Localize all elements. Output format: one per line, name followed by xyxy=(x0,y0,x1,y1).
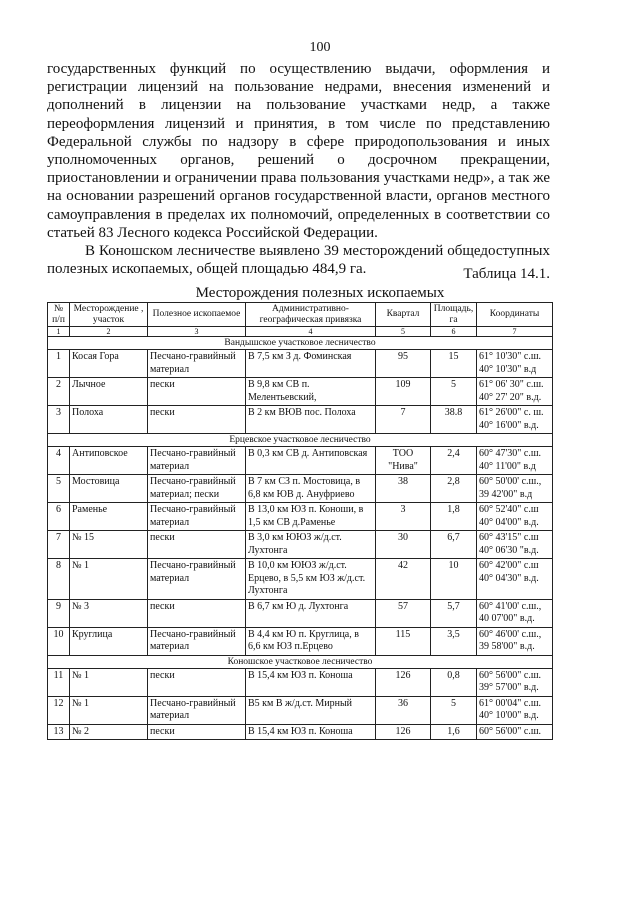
table-cell: 126 xyxy=(376,668,431,696)
table-cell: 95 xyxy=(376,350,431,378)
table-cell: 115 xyxy=(376,627,431,655)
table-cell: Антиповское xyxy=(70,447,148,475)
table-cell: 38 xyxy=(376,475,431,503)
table-cell: пески xyxy=(148,599,246,627)
section-row xyxy=(48,655,553,668)
header-cell: Полезное ископаемое xyxy=(148,303,246,327)
table-cell: 2,8 xyxy=(431,475,477,503)
table-cell: 13 xyxy=(48,724,70,740)
table-cell: 60° 56'00" с.ш. xyxy=(477,724,553,740)
table-cell: В 15,4 км ЮЗ п. Коноша xyxy=(246,724,376,740)
table-cell: Песчано-гравийный материал; пески xyxy=(148,475,246,503)
table-cell: В 9,8 км СВ п. Мелентьевский, xyxy=(246,378,376,406)
table-cell: 57 xyxy=(376,599,431,627)
column-number: 5 xyxy=(376,327,431,337)
table-title: Месторождения полезных ископаемых xyxy=(195,285,445,301)
table-row xyxy=(48,503,553,531)
table-row xyxy=(48,627,553,655)
table-cell: В 3,0 км ЮЮЗ ж/д.ст. Лухтонга xyxy=(246,531,376,559)
table-cell: 36 xyxy=(376,696,431,724)
table-cell: 60° 42'00" с.ш 40° 04'30" в.д. xyxy=(477,559,553,600)
table-cell: пески xyxy=(148,531,246,559)
table-row xyxy=(48,668,553,696)
table-cell: пески xyxy=(148,668,246,696)
column-number: 6 xyxy=(431,327,477,337)
table-cell: 5 xyxy=(431,696,477,724)
table-cell: Косая Гора xyxy=(70,350,148,378)
table-cell: В 13,0 км ЮЗ п. Коноши, в 1,5 км СВ д.Раменье xyxy=(246,503,376,531)
table-cell: 10 xyxy=(431,559,477,600)
table-cell: В 7,5 км З д. Фоминская xyxy=(246,350,376,378)
section-row xyxy=(48,337,553,350)
table-cell: 7 xyxy=(48,531,70,559)
table-label: Таблица 14.1. xyxy=(463,266,550,282)
table-cell: 9 xyxy=(48,599,70,627)
table-cell: 2 xyxy=(48,378,70,406)
table-cell: 1 xyxy=(48,350,70,378)
table-cell: 8 xyxy=(48,559,70,600)
table-cell: В 7 км СЗ п. Мостовица, в 6,8 км ЮВ д. Ануфриево xyxy=(246,475,376,503)
header-cell: Административно-географическая привязка xyxy=(246,303,376,327)
header-cell: Площадь, га xyxy=(431,303,477,327)
table-cell: 6 xyxy=(48,503,70,531)
table-header-row xyxy=(48,303,553,327)
table-cell: пески xyxy=(148,406,246,434)
table-cell: 60° 52'40" с.ш 40° 04'00" в.д. xyxy=(477,503,553,531)
table-row xyxy=(48,378,553,406)
section-row xyxy=(48,434,553,447)
paragraph: государственных функций по осуществлению выдачи, оформления и регистрации лицензий на пользование недрами, внесения изменений и дополнений в лицензии на пользование участками недр, а также переоформления лицензий и принятия, в том числе по представлению Федеральной службы по надзору в сфере природопользования и иных уполномоченных органов, решений о досрочном прекращении, приостановлении и ограничении права пользования участками недр», а так же на основании разрешений органов государственной власти, органов местного самоуправления в пределах их полномочий, определенных в соответствии со статьей 83 Лесного кодекса Российской Федерации. xyxy=(47,61,550,241)
table-cell: Песчано-гравийный материал xyxy=(148,559,246,600)
table-cell: 61° 26'00" с. ш. 40° 16'00" в.д. xyxy=(477,406,553,434)
table-row xyxy=(48,696,553,724)
table-cell: 2,4 xyxy=(431,447,477,475)
table-cell: 61° 06' 30" с.ш. 40° 27' 20" в.д. xyxy=(477,378,553,406)
table-cell: № 1 xyxy=(70,559,148,600)
table-cell: 4 xyxy=(48,447,70,475)
table-cell: 11 xyxy=(48,668,70,696)
table-row xyxy=(48,475,553,503)
section-title: Ерцевское участковое лесничество xyxy=(48,434,553,447)
table-cell: Песчано-гравийный материал xyxy=(148,696,246,724)
paragraph: В Коношском лесничестве выявлено 39 месторождений общедоступных полезных ископаемых, общей площадью 484,9 га. xyxy=(47,243,550,278)
table-cell: 60° 43'15" с.ш 40° 06'30 "в.д. xyxy=(477,531,553,559)
table-cell: В5 км В ж/д.ст. Мирный xyxy=(246,696,376,724)
table-cell: Полоха xyxy=(70,406,148,434)
table-cell: Лычное xyxy=(70,378,148,406)
table-cell: 10 xyxy=(48,627,70,655)
table-cell: 15 xyxy=(431,350,477,378)
table-cell: 61° 10'30" с.ш. 40° 10'30" в.д xyxy=(477,350,553,378)
table-row xyxy=(48,406,553,434)
table-cell: Круглица xyxy=(70,627,148,655)
table-cell: 1,8 xyxy=(431,503,477,531)
table-cell: № 1 xyxy=(70,668,148,696)
header-cell: Месторождение , участок xyxy=(70,303,148,327)
table-cell: 109 xyxy=(376,378,431,406)
table-cell: 60° 46'00' с.ш., 39 58'00" в.д. xyxy=(477,627,553,655)
table-cell: В 15,4 км ЮЗ п. Коноша xyxy=(246,668,376,696)
table-cell: пески xyxy=(148,724,246,740)
table-cell: 61° 00'04" с.ш. 40° 10'00" в.д. xyxy=(477,696,553,724)
table-cell: ТОО "Нива" xyxy=(376,447,431,475)
table-cell: Песчано-гравийный материал xyxy=(148,503,246,531)
table-cell: 38.8 xyxy=(431,406,477,434)
header-cell: Координаты xyxy=(477,303,553,327)
column-number: 2 xyxy=(70,327,148,337)
body-text xyxy=(47,60,550,278)
table-cell: В 0,3 км СВ д. Антиповская xyxy=(246,447,376,475)
table-cell: 60° 41'00' с.ш., 40 07'00" в.д. xyxy=(477,599,553,627)
header-cell: № п/п xyxy=(48,303,70,327)
table-row xyxy=(48,724,553,740)
table-cell: 3,5 xyxy=(431,627,477,655)
table-cell: В 10,0 км ЮЮЗ ж/д.ст. Ерцево, в 5,5 км ЮЗ ж/д.ст. Лухтонга xyxy=(246,559,376,600)
table-cell: 5 xyxy=(48,475,70,503)
section-title: Вандышское участковое лесничество xyxy=(48,337,553,350)
header-cell: Квартал xyxy=(376,303,431,327)
table-cell: пески xyxy=(148,378,246,406)
table-cell: № 15 xyxy=(70,531,148,559)
table-row xyxy=(48,599,553,627)
table-cell: 1,6 xyxy=(431,724,477,740)
table-cell: 126 xyxy=(376,724,431,740)
table-cell: Песчано-гравийный материал xyxy=(148,447,246,475)
column-number: 1 xyxy=(48,327,70,337)
table-cell: 60° 50'00' с.ш., 39 42'00" в.д xyxy=(477,475,553,503)
table-cell: № 1 xyxy=(70,696,148,724)
table-cell: 5,7 xyxy=(431,599,477,627)
table-cell: 60° 56'00" с.ш. 39° 57'00" в.д. xyxy=(477,668,553,696)
table-cell: В 6,7 км Ю д. Лухтонга xyxy=(246,599,376,627)
section-title: Коношское участковое лесничество xyxy=(48,655,553,668)
column-number: 7 xyxy=(477,327,553,337)
table-row xyxy=(48,447,553,475)
table-cell: В 2 км ВЮВ пос. Полоха xyxy=(246,406,376,434)
table-cell: 0,8 xyxy=(431,668,477,696)
table-cell: 12 xyxy=(48,696,70,724)
deposits-table xyxy=(47,302,553,740)
table-cell: Песчано-гравийный материал xyxy=(148,627,246,655)
table-cell: № 3 xyxy=(70,599,148,627)
table-cell: Раменье xyxy=(70,503,148,531)
table-cell: 60° 47'30" с.ш. 40° 11'00" в.д xyxy=(477,447,553,475)
table-body xyxy=(48,337,553,740)
table-cell: № 2 xyxy=(70,724,148,740)
column-number-row xyxy=(48,327,553,337)
table-cell: 7 xyxy=(376,406,431,434)
table-row xyxy=(48,350,553,378)
table-cell: 6,7 xyxy=(431,531,477,559)
table-cell: В 4,4 км Ю п. Круглица, в 6,6 км ЮЗ п.Ерцево xyxy=(246,627,376,655)
table-row xyxy=(48,559,553,600)
table-row xyxy=(48,531,553,559)
table-cell: 30 xyxy=(376,531,431,559)
table-cell: Песчано-гравийный материал xyxy=(148,350,246,378)
column-number: 4 xyxy=(246,327,376,337)
column-number: 3 xyxy=(148,327,246,337)
table-cell: 42 xyxy=(376,559,431,600)
table-cell: 3 xyxy=(48,406,70,434)
table-cell: 5 xyxy=(431,378,477,406)
table-cell: 3 xyxy=(376,503,431,531)
table-cell: Мостовица xyxy=(70,475,148,503)
page-number: 100 xyxy=(309,40,331,55)
